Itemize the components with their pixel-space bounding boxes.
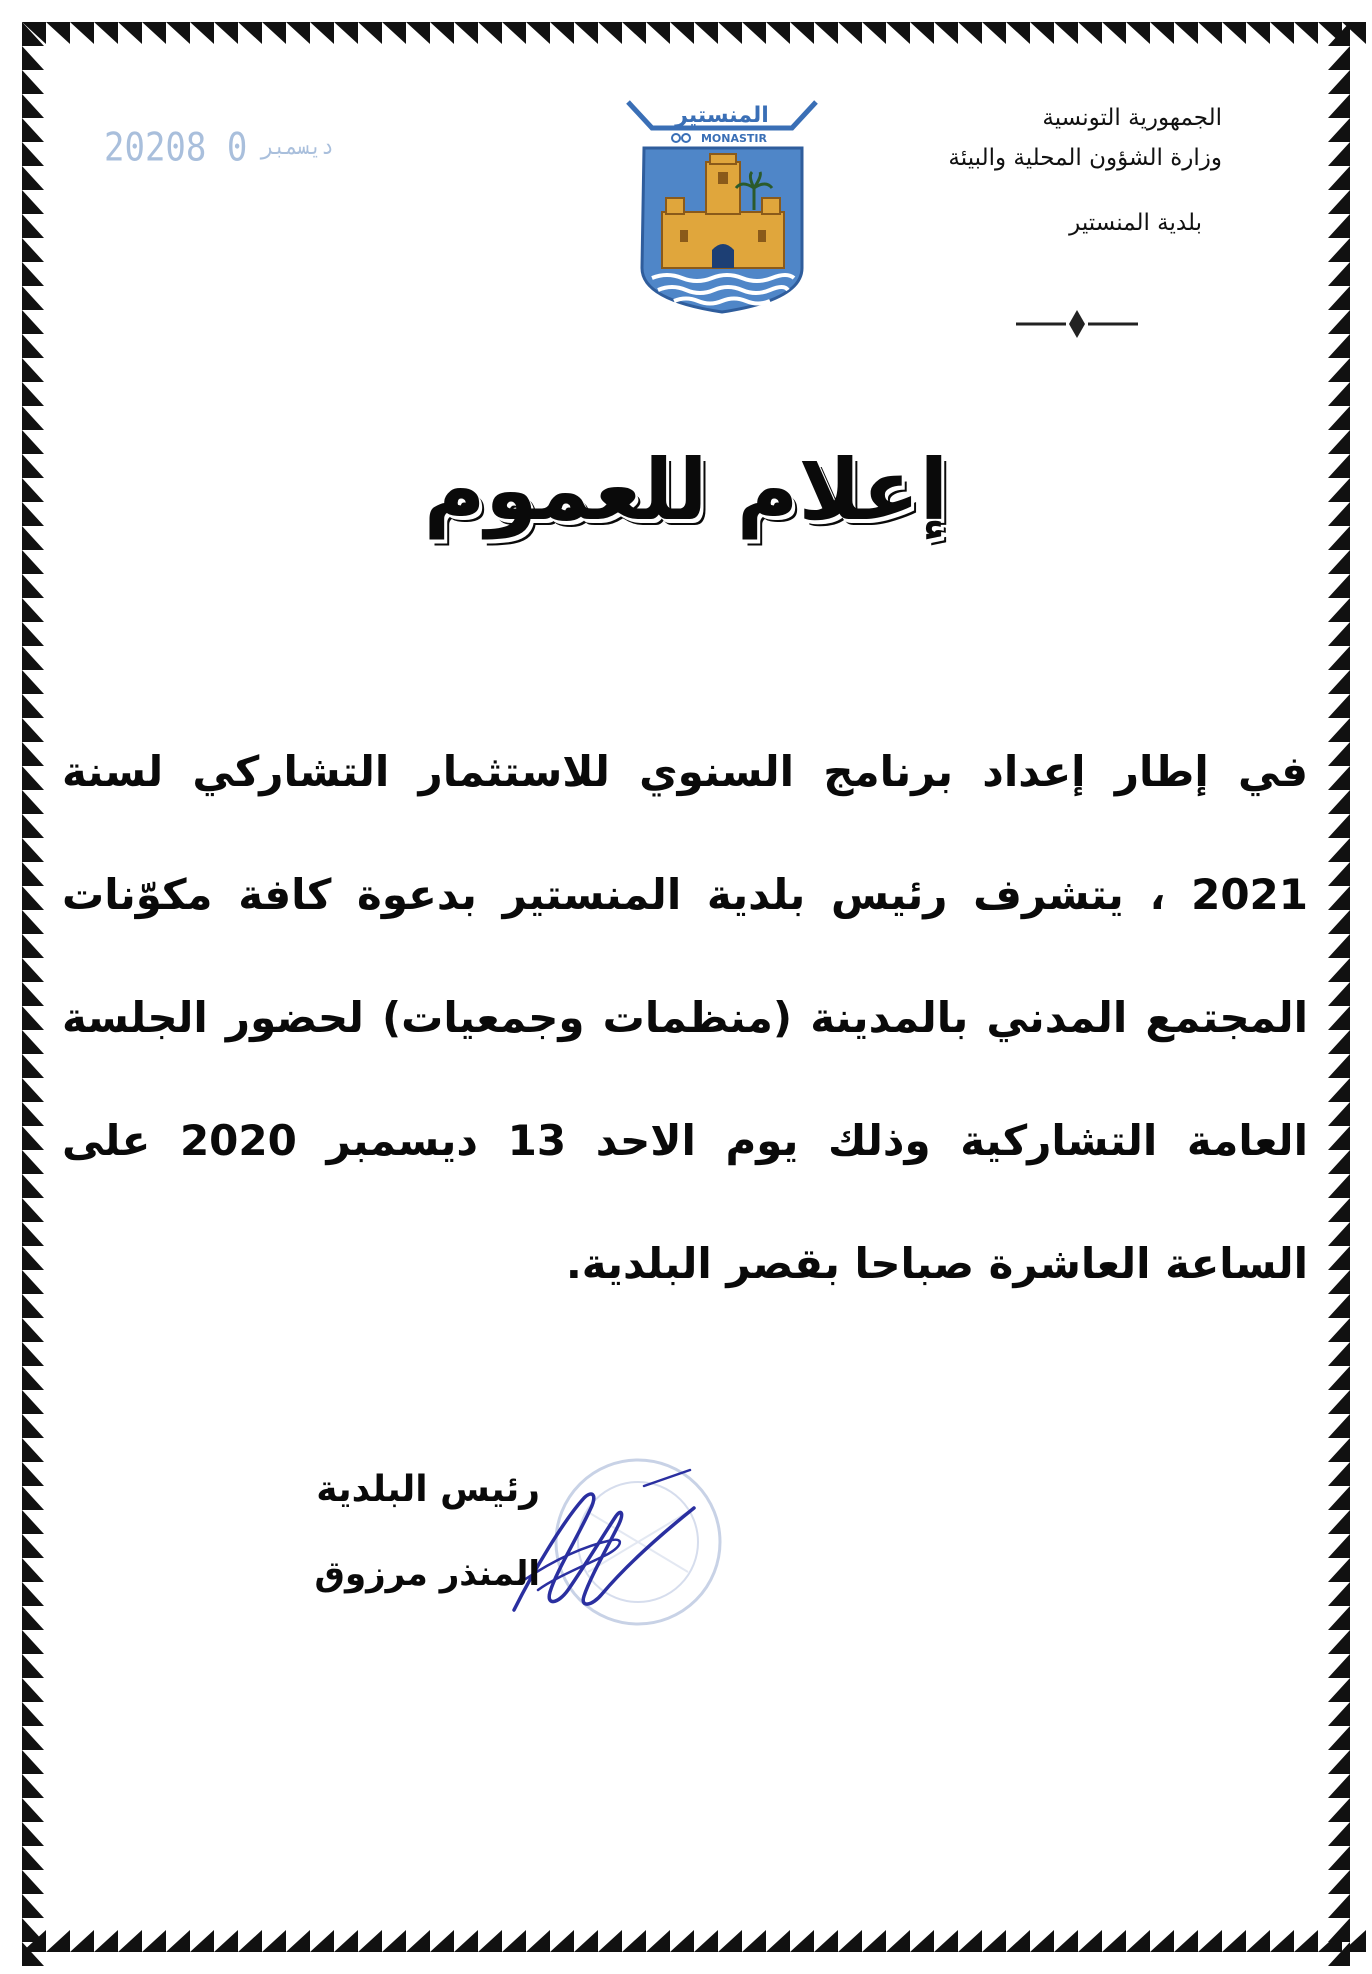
header-ministry: وزارة الشؤون المحلية والبيئة	[948, 145, 1222, 171]
border-segment	[22, 550, 44, 574]
border-segment	[1328, 1366, 1350, 1390]
border-segment	[22, 1726, 44, 1750]
border-segment	[718, 22, 742, 44]
border-segment	[1078, 22, 1102, 44]
border-segment	[22, 814, 44, 838]
border-segment	[22, 454, 44, 478]
border-segment	[1328, 574, 1350, 598]
border-segment	[1328, 430, 1350, 454]
border-segment	[430, 1930, 454, 1952]
border-segment	[382, 22, 406, 44]
border-segment	[526, 22, 550, 44]
border-segment	[334, 1930, 358, 1952]
border-segment	[478, 1930, 502, 1952]
border-segment	[1328, 358, 1350, 382]
border-segment	[1054, 1930, 1078, 1952]
border-segment	[1328, 1702, 1350, 1726]
border-segment	[1328, 694, 1350, 718]
border-segment	[622, 1930, 646, 1952]
border-segment	[1328, 1846, 1350, 1870]
header-municipality: بلدية المنستير	[1069, 210, 1202, 236]
border-segment	[1328, 1390, 1350, 1414]
border-segment	[1328, 1822, 1350, 1846]
border-segment	[694, 22, 718, 44]
signatory-title: رئيس البلدية	[316, 1469, 540, 1510]
border-segment	[1328, 1030, 1350, 1054]
border-segment	[1328, 142, 1350, 166]
body-line: المجتمع المدني بالمدينة (منظمات وجمعيات) لحضور الجلسة	[62, 993, 1308, 1042]
border-segment	[1328, 94, 1350, 118]
border-segment	[22, 910, 44, 934]
border-segment	[1222, 22, 1246, 44]
border-segment	[118, 22, 142, 44]
border-segment	[1328, 1342, 1350, 1366]
border-segment	[790, 1930, 814, 1952]
border-segment	[22, 1750, 44, 1774]
border-segment	[22, 334, 44, 358]
border-segment	[22, 478, 44, 502]
border-segment	[22, 1558, 44, 1582]
border-segment	[1328, 598, 1350, 622]
border-segment	[22, 430, 44, 454]
border-segment	[22, 766, 44, 790]
border-segment	[358, 1930, 382, 1952]
border-segment	[1328, 886, 1350, 910]
border-segment	[22, 1582, 44, 1606]
border-segment	[1328, 1654, 1350, 1678]
border-segment	[1328, 1246, 1350, 1270]
signatory-name: المنذر مرزوق	[314, 1554, 540, 1594]
border-segment	[46, 22, 70, 44]
border-segment	[22, 670, 44, 694]
border-segment	[22, 262, 44, 286]
border-segment	[22, 1534, 44, 1558]
border-segment	[1328, 1294, 1350, 1318]
border-segment	[1328, 166, 1350, 190]
border-segment	[958, 1930, 982, 1952]
border-segment	[22, 1054, 44, 1078]
border-segment	[1102, 1930, 1126, 1952]
border-segment	[1328, 814, 1350, 838]
border-segment	[22, 862, 44, 886]
border-segment	[382, 1930, 406, 1952]
ornament-divider	[1012, 306, 1142, 342]
border-segment	[22, 790, 44, 814]
border-segment	[910, 22, 934, 44]
border-segment	[22, 1390, 44, 1414]
border-segment	[454, 1930, 478, 1952]
border-segment	[574, 22, 598, 44]
border-segment	[238, 22, 262, 44]
border-segment	[454, 22, 478, 44]
stamp-year: 2020	[104, 125, 186, 171]
border-segment	[1150, 22, 1174, 44]
border-segment	[1328, 862, 1350, 886]
border-segment	[22, 502, 44, 526]
border-segment	[742, 22, 766, 44]
border-segment	[1328, 550, 1350, 574]
border-segment	[1328, 1198, 1350, 1222]
border-segment	[22, 1462, 44, 1486]
border-segment	[22, 1486, 44, 1510]
monastir-emblem	[622, 92, 822, 314]
border-segment	[670, 1930, 694, 1952]
border-segment	[70, 22, 94, 44]
border-segment	[22, 142, 44, 166]
border-segment	[22, 982, 44, 1006]
border-segment	[646, 22, 670, 44]
border-segment	[1174, 1930, 1198, 1952]
border-segment	[1328, 766, 1350, 790]
border-segment	[1328, 1918, 1350, 1942]
border-segment	[22, 1846, 44, 1870]
border-segment	[22, 70, 44, 94]
border-segment	[142, 1930, 166, 1952]
border-segment	[646, 1930, 670, 1952]
border-segment	[262, 22, 286, 44]
border-segment	[622, 22, 646, 44]
border-segment	[22, 1510, 44, 1534]
border-segment	[22, 1414, 44, 1438]
emblem-calligraphy: المنستير	[675, 103, 769, 128]
border-segment	[286, 22, 310, 44]
border-segment	[958, 22, 982, 44]
border-segment	[1328, 262, 1350, 286]
border-segment	[22, 310, 44, 334]
border-segment	[286, 1930, 310, 1952]
border-segment	[1328, 454, 1350, 478]
border-segment	[22, 1246, 44, 1270]
border-segment	[22, 1150, 44, 1174]
border-segment	[910, 1930, 934, 1952]
border-segment	[742, 1930, 766, 1952]
border-segment	[1328, 502, 1350, 526]
border-segment	[262, 1930, 286, 1952]
border-segment	[1328, 478, 1350, 502]
body-line: الساعة العاشرة صباحا بقصر البلدية.	[565, 1239, 1308, 1288]
border-segment	[22, 1318, 44, 1342]
letterhead	[892, 98, 1222, 236]
border-segment	[22, 1294, 44, 1318]
border-segment	[502, 22, 526, 44]
border-segment	[1328, 1870, 1350, 1894]
border-segment	[22, 1126, 44, 1150]
border-segment	[1198, 1930, 1222, 1952]
border-segment	[1078, 1930, 1102, 1952]
border-segment	[598, 1930, 622, 1952]
border-segment	[22, 1102, 44, 1126]
border-segment	[22, 1078, 44, 1102]
border-segment	[22, 1366, 44, 1390]
border-segment	[1328, 838, 1350, 862]
border-segment	[22, 838, 44, 862]
header-country: الجمهورية التونسية	[1042, 105, 1222, 131]
border-segment	[22, 1654, 44, 1678]
border-segment	[22, 1798, 44, 1822]
border-segment	[22, 358, 44, 382]
border-segment	[358, 22, 382, 44]
border-segment	[1126, 22, 1150, 44]
border-segment	[1328, 526, 1350, 550]
border-segment	[166, 22, 190, 44]
border-segment	[1328, 1798, 1350, 1822]
border-segment	[1328, 1054, 1350, 1078]
border-segment	[166, 1930, 190, 1952]
border-segment	[838, 22, 862, 44]
border-segment	[22, 1774, 44, 1798]
border-segment	[1328, 1534, 1350, 1558]
border-segment	[406, 22, 430, 44]
border-segment	[1328, 958, 1350, 982]
border-segment	[718, 1930, 742, 1952]
body-line: العامة التشاركية وذلك يوم الاحد 13 ديسمبر 2020 على	[62, 1116, 1308, 1165]
border-segment	[1328, 70, 1350, 94]
border-segment	[22, 1030, 44, 1054]
border-segment	[1328, 1102, 1350, 1126]
border-segment	[1328, 1606, 1350, 1630]
border-segment	[22, 598, 44, 622]
border-segment	[22, 406, 44, 430]
stamp-month: ديسمبر	[261, 131, 334, 160]
border-segment	[22, 1702, 44, 1726]
border-segment	[478, 22, 502, 44]
border-segment	[1246, 1930, 1270, 1952]
border-segment	[1198, 22, 1222, 44]
received-date-stamp	[104, 125, 348, 171]
border-segment	[22, 958, 44, 982]
border-segment	[22, 1270, 44, 1294]
emblem-label: MONASTIR	[700, 132, 768, 145]
border-segment	[934, 22, 958, 44]
border-segment	[1150, 1930, 1174, 1952]
border-segment	[310, 22, 334, 44]
border-segment	[1328, 1438, 1350, 1462]
border-segment	[22, 694, 44, 718]
border-segment	[1328, 1582, 1350, 1606]
border-segment	[1328, 1414, 1350, 1438]
border-segment	[502, 1930, 526, 1952]
border-segment	[1328, 46, 1350, 70]
border-segment	[886, 1930, 910, 1952]
border-segment	[670, 22, 694, 44]
border-segment	[862, 22, 886, 44]
border-segment	[1328, 334, 1350, 358]
border-segment	[22, 238, 44, 262]
border-segment	[886, 22, 910, 44]
border-segment	[1328, 1006, 1350, 1030]
border-segment	[22, 118, 44, 142]
border-segment	[766, 22, 790, 44]
border-segment	[1328, 1126, 1350, 1150]
border-segment	[1328, 286, 1350, 310]
border-segment	[790, 22, 814, 44]
border-segment	[22, 1438, 44, 1462]
border-segment	[310, 1930, 334, 1952]
border-segment	[22, 526, 44, 550]
border-segment	[22, 1198, 44, 1222]
border-segment	[1328, 718, 1350, 742]
border-segment	[22, 382, 44, 406]
border-segment	[238, 1930, 262, 1952]
border-segment	[1328, 790, 1350, 814]
border-segment	[22, 1606, 44, 1630]
border-segment	[190, 22, 214, 44]
border-segment	[1328, 1174, 1350, 1198]
border-segment	[1054, 22, 1078, 44]
border-segment	[1328, 670, 1350, 694]
border-segment	[70, 1930, 94, 1952]
border-segment	[1328, 118, 1350, 142]
signatory-block	[180, 1460, 540, 1604]
border-segment	[1328, 1078, 1350, 1102]
border-segment	[814, 22, 838, 44]
border-segment	[22, 1222, 44, 1246]
border-segment	[22, 1342, 44, 1366]
stamp-day: 0 8	[185, 125, 248, 171]
border-segment	[1328, 1270, 1350, 1294]
border-segment	[1328, 1630, 1350, 1654]
border-segment	[982, 22, 1006, 44]
border-segment	[1328, 190, 1350, 214]
border-segment	[142, 22, 166, 44]
border-segment	[1328, 310, 1350, 334]
border-segment	[982, 1930, 1006, 1952]
border-segment	[1294, 1930, 1318, 1952]
border-segment	[214, 22, 238, 44]
page-title: إعلام للعموم	[423, 441, 949, 539]
body-line: في إطار إعداد برنامج السنوي للاستثمار التشاركي لسنة	[62, 747, 1308, 796]
border-segment	[1270, 1930, 1294, 1952]
border-segment	[22, 646, 44, 670]
border-segment	[766, 1930, 790, 1952]
border-segment	[1328, 406, 1350, 430]
border-segment	[430, 22, 454, 44]
border-segment	[22, 886, 44, 910]
border-segment	[1030, 22, 1054, 44]
border-segment	[1328, 742, 1350, 766]
body-line: 2021 ، يتشرف رئيس بلدية المنستير بدعوة كافة مكوّنات	[62, 870, 1308, 919]
border-segment	[22, 1870, 44, 1894]
border-segment	[94, 22, 118, 44]
border-segment	[22, 1630, 44, 1654]
border-segment	[22, 214, 44, 238]
border-segment	[1328, 1318, 1350, 1342]
border-segment	[1328, 934, 1350, 958]
border-segment	[22, 742, 44, 766]
border-segment	[22, 622, 44, 646]
border-segment	[22, 1894, 44, 1918]
border-segment	[46, 1930, 70, 1952]
border-segment	[334, 22, 358, 44]
border-segment	[694, 1930, 718, 1952]
border-segment	[1328, 1510, 1350, 1534]
border-segment	[1328, 1222, 1350, 1246]
border-segment	[1328, 1558, 1350, 1582]
border-segment	[22, 166, 44, 190]
border-segment	[598, 22, 622, 44]
border-segment	[838, 1930, 862, 1952]
border-segment	[22, 934, 44, 958]
border-segment	[1006, 22, 1030, 44]
border-segment	[550, 22, 574, 44]
border-segment	[1270, 22, 1294, 44]
border-segment	[1102, 22, 1126, 44]
border-segment	[22, 190, 44, 214]
border-segment	[934, 1930, 958, 1952]
border-segment	[1328, 910, 1350, 934]
border-segment	[1222, 1930, 1246, 1952]
border-segment	[1328, 1678, 1350, 1702]
border-segment	[1030, 1930, 1054, 1952]
border-segment	[406, 1930, 430, 1952]
border-segment	[22, 1006, 44, 1030]
border-segment	[862, 1930, 886, 1952]
border-segment	[190, 1930, 214, 1952]
border-segment	[574, 1930, 598, 1952]
border-segment	[22, 1822, 44, 1846]
border-segment	[214, 1930, 238, 1952]
border-segment	[814, 1930, 838, 1952]
border-segment	[22, 286, 44, 310]
border-segment	[1006, 1930, 1030, 1952]
border-segment	[1328, 1894, 1350, 1918]
border-segment	[22, 46, 44, 70]
border-segment	[1328, 238, 1350, 262]
border-segment	[1328, 1462, 1350, 1486]
border-segment	[1126, 1930, 1150, 1952]
announcement-body	[62, 722, 1308, 1337]
border-segment	[1328, 1750, 1350, 1774]
border-segment	[1328, 382, 1350, 406]
border-segment	[22, 1918, 44, 1942]
border-segment	[22, 574, 44, 598]
border-segment	[1328, 214, 1350, 238]
border-segment	[1328, 982, 1350, 1006]
border-segment	[1246, 22, 1270, 44]
border-segment	[22, 718, 44, 742]
border-segment	[22, 1174, 44, 1198]
border-segment	[1328, 1150, 1350, 1174]
border-segment	[118, 1930, 142, 1952]
border-segment	[1328, 622, 1350, 646]
border-segment	[94, 1930, 118, 1952]
border-segment	[1328, 1726, 1350, 1750]
border-segment	[1328, 1486, 1350, 1510]
border-segment	[1328, 1774, 1350, 1798]
border-segment	[550, 1930, 574, 1952]
border-segment	[1174, 22, 1198, 44]
border-segment	[1294, 22, 1318, 44]
border-segment	[1328, 646, 1350, 670]
border-segment	[22, 94, 44, 118]
border-segment	[22, 1678, 44, 1702]
border-segment	[526, 1930, 550, 1952]
